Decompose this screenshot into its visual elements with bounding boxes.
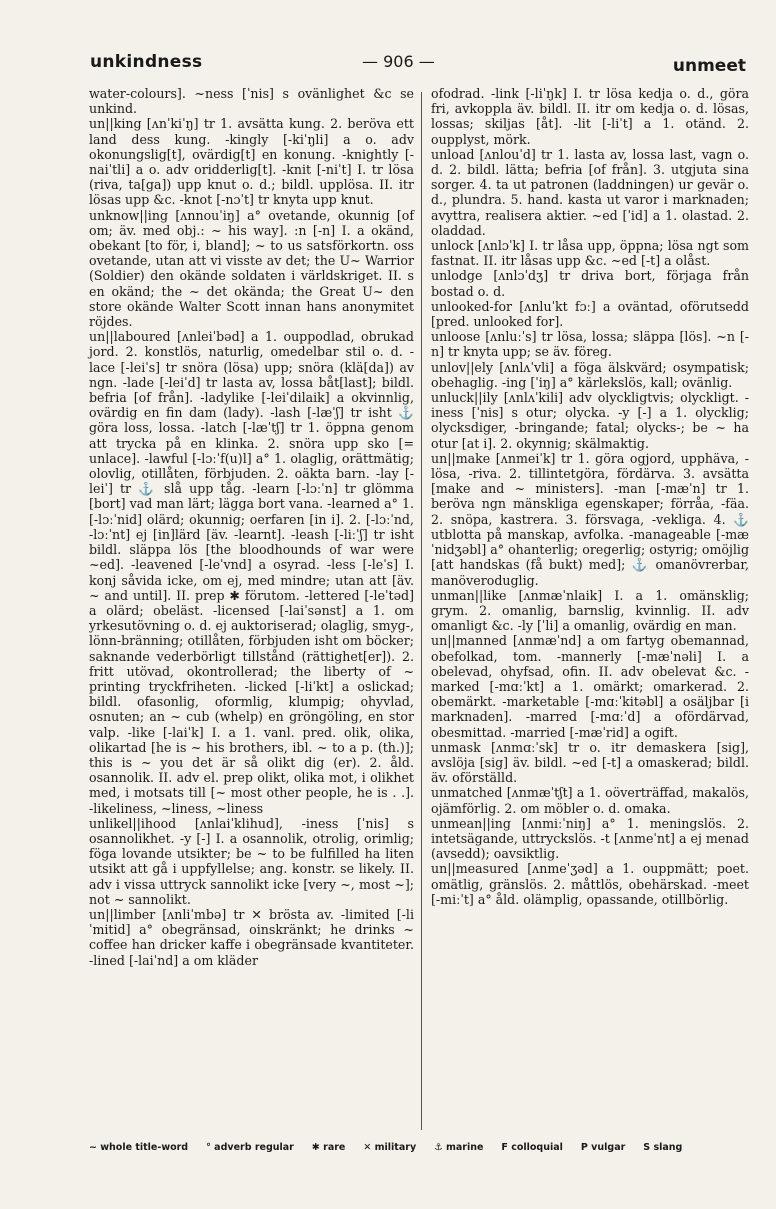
entry-unlaboured: un||laboured [ʌnleiˈbəd] a 1. ouppodlad, obrukad jord. 2. konstlös, naturlig, omedelbar stil o. d. -lace [-leiˈs] tr snöra (lösa) upp; snöra (klä[da]) av ngn. -lade [-leiˈd] tr lasta av, lossa båt[last]; bildl. befria [of från]. -ladylike [-leiˈdilaik] a okvinnlig, ovärdig en fin dam (lady). -lash [-læˈʃ] tr isht ⚓ göra loss, lossa. -latch [-læˈtʃ] tr 1. öppna genom att trycka på en klinka. 2. snöra upp sko [= unlace]. -lawful [-lɔːˈf(u)l] a° 1. olaglig, orättmätig; olovlig, otillåten, förbjuden. 2. oäkta barn. -lay [-leiˈ] tr ⚓ slå upp tåg. -learn [-lɔːˈn] tr glömma [bort] vad man lärt; lägga bort vana. -learned a° 1. [-lɔːˈnid] olärd; okunnig; oerfaren [in i]. 2. [-lɔːˈnd, -lɔːˈnt] ej [in]lärd [äv. -learnt]. -leash [-liːˈʃ] tr isht bildl. släppa lös [the bloodhounds of war were ~ed]. -leavened [-leˈvnd] a osyrad. -less [-leˈs] I. konj såvida icke, om ej, med mindre; utan att [äv. ~ and until]. II. prep ✱ förutom. -lettered [-leˈtəd] a olärd; obeläst. -licensed [-laiˈsənst] a 1. om yrkesutövning o. d. ej auktoriserad; olaglig, smyg-, lönn-bränning; otillåten, förbjuden isht om böcker; saknande vederbörligt tillstånd (rättighet[er]). 2. fritt utövad, okontrollerad; the liberty of ~ printing tryckfriheten. -licked [-liˈkt] a oslickad; bildl. ofasonlig, oformlig, klumpig; ohyvlad, osnuten; an ~ cub (whelp) en gröngöling, en stor valp. -like [-laiˈk] I. a 1. vanl. pred. olik, olika, olikartad [he is ~ his brothers, ibl. ~ to a p. (th.)]; this is ~ you det är så olikt dig (er). 2. åld. osannolik. II. adv el. prep olikt, olika mot, i olikhet med, i motsats till [~ most other people, he is . .]. -likeliness, ~liness, ~liness bbox=[89, 329, 414, 816]
legend-marine: ⚓ marine bbox=[434, 1142, 484, 1153]
left-running-headword: unkindness bbox=[90, 52, 203, 72]
entry-unknowing: unknow||ing [ʌnnouˈiŋ] a° ovetande, okunnig [of om; äv. med obj.: ~ his way]. :n [-n] I. a okänd, obekant [to för, i, bland]; ~ to us satsförkortn. oss ovetande, utan att vi visste av det; the U~ Warrior (Soldier) den okände soldaten i världskriget. II. s en okänd; the ~ det okända; the Great U~ den store okände Walter Scott innan hans anonymitet röjdes. bbox=[89, 207, 414, 330]
right-running-headword: unmeet bbox=[672, 56, 746, 76]
entry-unloose: unloose [ʌnluːˈs] tr lösa, lossa; släppa [lös]. ~n [-n] tr knyta upp; se äv. föreg. bbox=[431, 329, 749, 360]
legend-adverb-regular: ° adverb regular bbox=[206, 1142, 294, 1153]
entry-water-colours-cont: water-colours]. ~ness [ˈnis] s ovänlighet &c se unkind. bbox=[89, 86, 414, 117]
legend-military: ✕ military bbox=[363, 1142, 417, 1153]
entry-unmanned: un||manned [ʌnmæˈnd] a om fartyg obemannad, obefolkad, tom. -mannerly [-mæˈnəli] I. a obelevad, ohyfsad, ofin. II. adv obelevat &c. -marked [-mɑːˈkt] a 1. omärkt; omarkerad. 2. obemärkt. -marketable [-mɑːˈkitəbl] a osäljbar [i marknaden]. -marred [-mɑːˈd] a ofördärvad, obesmittad. -married [-mæˈrid] a ogift. bbox=[431, 633, 749, 740]
column-divider bbox=[421, 92, 422, 1130]
entry-unmake: un||make [ʌnmeiˈk] tr 1. göra ogjord, upphäva, -lösa, -riva. 2. tillintetgöra, fördärva. 3. avsätta [make and ~ ministers]. -man [-mæˈn] tr 1. beröva ngn mänskliga egenskaper; förråa, -fäa. 2. snöpa, kastrera. 3. försvaga, -vekliga. 4. ⚓ utblotta på manskap, avfolka. -manageable [-mæˈnidʒəbl] a° ohanterlig; oregerlig; ostyrig; omöjlig [att handskas (få bukt) med]; ⚓ omanövrerbar, manöveroduglig. bbox=[431, 450, 749, 588]
entry-unlooked-for: unlooked-for [ʌnluˈkt fɔː] a oväntad, oförutsedd [pred. unlooked for]. bbox=[431, 298, 749, 330]
right-column bbox=[431, 86, 749, 907]
entry-unmatched: unmatched [ʌnmæˈtʃt] a 1. oöverträffad, makalös, ojämförlig. 2. om möbler o. d. omaka. bbox=[431, 785, 749, 816]
legend-colloquial: F colloquial bbox=[501, 1142, 563, 1153]
entry-unload: unload [ʌnlouˈd] tr 1. lasta av, lossa last, vagn o. d. 2. bildl. lätta; befria [of från]. 3. utgjuta sina sorger. 4. ta ut patronen (laddningen) ur gevär o. d., plundra. 5. hand. kasta ut varor i marknaden; avyttra, realisera aktier. ~ed [ˈid] a 1. olastad. 2. oladdad. bbox=[431, 146, 749, 238]
left-column bbox=[89, 86, 414, 968]
entry-unlined-cont: ofodrad. -link [-liˈŋk] I. tr lösa kedja o. d., göra fri, avkoppla äv. bildl. II. itr om kedja o. d. lösas, lossas; skiljas [åt]. -lit [-liˈt] a 1. otänd. 2. oupplyst, mörk. bbox=[431, 86, 749, 147]
entry-unmask: unmask [ʌnmɑːˈsk] tr o. itr demaskera [sig], avslöja [sig] äv. bildl. ~ed [-t] a omaskerad; bildl. äv. oförställd. bbox=[431, 739, 749, 786]
entry-unmeasured: un||measured [ʌnmeˈʒəd] a 1. ouppmätt; poet. omätlig, gränslös. 2. måttlös, obehärskad. -meet [-miːˈt] a° åld. olämplig, opassande, otillbörlig. bbox=[431, 861, 749, 907]
entry-unmanlike: unman||like [ʌnmæˈnlaik] I. a 1. omänsklig; grym. 2. omanlig, barnslig, kvinnlig. II. adv omanligt &c. -ly [ˈli] a omanlig, ovärdig en man. bbox=[431, 587, 749, 634]
entry-unlikelihood: unlikel||ihood [ʌnlaiˈklihud], -iness [ˈnis] s osannolikhet. -y [-] I. a osannolik, otrolig, orimlig; föga lovande utsikter; be ~ to be fulfilled ha liten utsikt att gå i uppfyllelse; ang. konstr. se likely. II. adv i vissa uttryck sannolikt icke [very ~, most ~]; not ~ sannolikt. bbox=[89, 815, 414, 907]
legend-vulgar: P vulgar bbox=[580, 1142, 626, 1153]
symbol-legend bbox=[89, 1142, 749, 1153]
entry-unluckily: unluck||ily [ʌnlʌˈkili] adv olyckligtvis; olyckligt. -iness [ˈnis] s otur; olycka. -y [-] a 1. olycklig; olycksdiger, -bringande; fatal; olycks-; be ~ ha otur [at i]. 2. okynnig; skälmaktig. bbox=[431, 390, 749, 451]
entry-unlock: unlock [ʌnlɔˈk] I. tr låsa upp, öppna; lösa ngt som fastnat. II. itr låsas upp &c. ~ed [-t] a olåst. bbox=[431, 238, 749, 269]
legend-rare: ✱ rare bbox=[311, 1142, 346, 1153]
entry-unlodge: unlodge [ʌnlɔˈdʒ] tr driva bort, förjaga från bostad o. d. bbox=[431, 268, 749, 299]
entry-unlimber: un||limber [ʌnliˈmbə] tr ✕ brösta av. -limited [-liˈmitid] a° obegränsad, oinskränkt; he drinks ~ coffee han dricker kaffe i obegränsade kvantiteter. -lined [-laiˈnd] a om kläder bbox=[89, 906, 414, 968]
entry-unking: un||king [ʌnˈkiˈŋ] tr 1. avsätta kung. 2. beröva ett land dess kung. -kingly [-kiˈŋli] a o. adv okonungslig[t], ovärdig[t] en konung. -knightly [-naiˈtli] a o. adv oridderlig[t]. -knit [-niˈt] I. tr lösa (riva, ta[ga]) upp knut o. d.; bildl. upplösa. II. itr lösas upp &c. -knot [-nɔˈt] tr knyta upp knut. bbox=[89, 116, 414, 208]
legend-slang: S slang bbox=[643, 1142, 683, 1153]
legend-whole-title-word: ~ whole title-word bbox=[89, 1142, 189, 1153]
page-number: — 906 — bbox=[362, 52, 435, 71]
entry-unmeaning: unmean||ing [ʌnmiːˈniŋ] a° 1. meningslös. 2. intetsägande, uttryckslös. -t [ʌnmeˈnt] a ej menad (avsedd); oavsiktlig. bbox=[431, 815, 749, 862]
entry-unlovely: unlov||ely [ʌnlʌˈvli] a föga älskvärd; osympatisk; obehaglig. -ing [ˈiŋ] a° kärlekslös, kall; ovänlig. bbox=[431, 359, 749, 390]
page-header bbox=[90, 52, 746, 78]
